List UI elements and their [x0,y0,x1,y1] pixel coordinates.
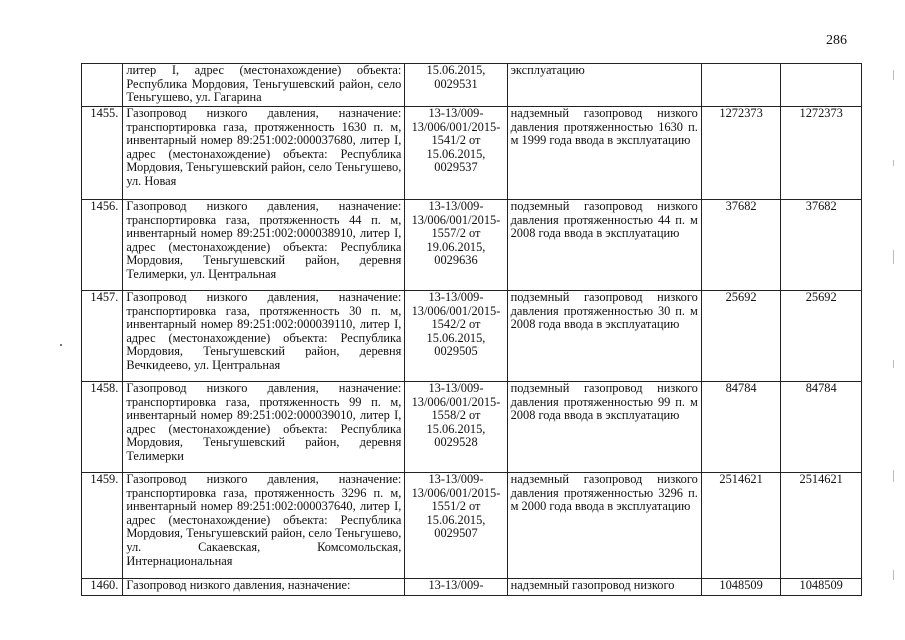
registration-record: 13-13/009- 13/006/001/2015- 1541/2 от 15.06.2015, 0029537 [405,107,507,200]
row-number [82,64,123,107]
row-number: 1458. [82,382,123,473]
table-row [82,200,862,291]
residual-value: 25692 [781,291,862,382]
table-row [82,64,862,107]
object-description: Газопровод низкого давления, назначение: транспортировка газа, протяженность 3296 п. м, инвентарный номер 89:251:002:000037640, литер I, адрес (местонахождение) объекта: Республика Мордовия, Теньгушевский район, село Теньгушево, ул. Сакаевская, Комсомольская, Интернациональная [123,473,405,579]
row-number: 1455. [82,107,123,200]
book-value: 1048509 [701,579,781,596]
residual-value: 1048509 [781,579,862,596]
residual-value [781,64,862,107]
residual-value: 37682 [781,200,862,291]
object-description: Газопровод низкого давления, назначение: [123,579,405,596]
book-value: 84784 [701,382,781,473]
registration-record: 13-13/009- 13/006/001/2015- 1551/2 от 15.06.2015, 0029507 [405,473,507,579]
object-characteristics: подземный газопровод низкого давления протяженностью 44 п. м 2008 года ввода в эксплуатацию [507,200,701,291]
table-row [82,291,862,382]
row-number: 1457. [82,291,123,382]
registration-record: 13-13/009- 13/006/001/2015- 1557/2 от 19.06.2015, 0029636 [405,200,507,291]
object-characteristics: эксплуатацию [507,64,701,107]
row-number: 1456. [82,200,123,291]
registration-record: 13-13/009- [405,579,507,596]
table-row [82,579,862,596]
book-value: 2514621 [701,473,781,579]
object-description: Газопровод низкого давления, назначение: транспортировка газа, протяженность 1630 п. м, инвентарный номер 89:251:002:000037680, литер I, адрес (местонахождение) объекта: Республика Мордовия, Теньгушевский район, село Теньгушево, ул. Новая [123,107,405,200]
book-value: 37682 [701,200,781,291]
residual-value: 1272373 [781,107,862,200]
table-row [82,473,862,579]
property-table [81,63,862,596]
object-description: Газопровод низкого давления, назначение: транспортировка газа, протяженность 99 п. м, инвентарный номер 89:251:002:000039010, литер I, адрес (местонахождение) объекта: Республика Мордовия, Теньгушевский район, деревня Телимерки [123,382,405,473]
registration-record: 13-13/009- 13/006/001/2015- 1558/2 от 15.06.2015, 0029528 [405,382,507,473]
object-characteristics: подземный газопровод низкого давления протяженностью 99 п. м 2008 года ввода в эксплуатацию [507,382,701,473]
object-characteristics: подземный газопровод низкого давления протяженностью 30 п. м 2008 года ввода в эксплуатацию [507,291,701,382]
residual-value: 2514621 [781,473,862,579]
row-number: 1459. [82,473,123,579]
book-value: 25692 [701,291,781,382]
object-description: литер I, адрес (местонахождение) объекта: Республика Мордовия, Теньгушевский район, село Теньгушево, ул. Гагарина [123,64,405,107]
row-number: 1460. [82,579,123,596]
residual-value: 84784 [781,382,862,473]
scan-edge-marks [890,70,898,610]
table-row [82,382,862,473]
book-value: 1272373 [701,107,781,200]
object-characteristics: надземный газопровод низкого давления протяженностью 1630 п. м 1999 года ввода в эксплуатацию [507,107,701,200]
table-row [82,107,862,200]
registration-record: 15.06.2015, 0029531 [405,64,507,107]
object-description: Газопровод низкого давления, назначение: транспортировка газа, протяженность 30 п. м, инвентарный номер 89:251:002:000039110, литер I, адрес (местонахождение) объекта: Республика Мордовия, Теньгушевский район, деревня Вечкидеево, ул. Центральная [123,291,405,382]
registration-record: 13-13/009- 13/006/001/2015- 1542/2 от 15.06.2015, 0029505 [405,291,507,382]
scan-dot [60,344,62,346]
object-characteristics: надземный газопровод низкого давления протяженностью 3296 п. м 2000 года ввода в эксплуатацию [507,473,701,579]
object-description: Газопровод низкого давления, назначение: транспортировка газа, протяженность 44 п. м, инвентарный номер 89:251:002:000038910, литер I, адрес (местонахождение) объекта: Республика Мордовия, Теньгушевский район, деревня Телимерки, ул. Центральная [123,200,405,291]
object-characteristics: надземный газопровод низкого [507,579,701,596]
book-value [701,64,781,107]
page-number: 286 [826,33,847,48]
